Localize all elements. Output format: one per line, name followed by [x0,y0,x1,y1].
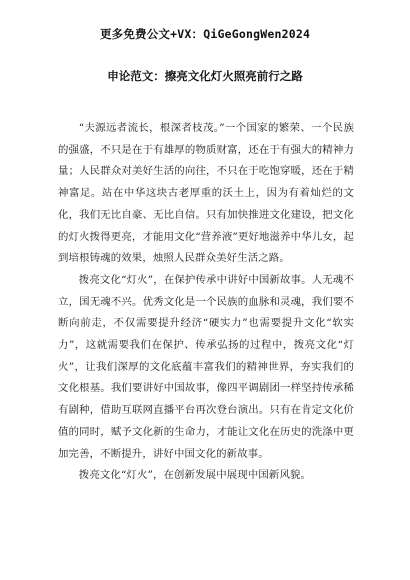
essay-title: 申论范文：擦亮文化灯火照亮前行之路 [107,69,303,83]
paragraph-1: “夫源远者流长，根深者枝茂。”一个国家的繁荣、一个民族的强盛，不只是在于有雄厚的物质财富，还在于有强大的精神力量；人民群众对美好生活的向往，不只在于吃饱穿暖，还在于精神富足。站在中华这块古老厚重的沃土上，因为有着灿烂的文化，我们无比自豪、无比自信。只有加快推进文化建设，把文化的灯火拨得更亮，才能用文化“营养液”更好地滋养中华儿女，起到培根铸魂的效果，烛照人民群众美好生活之路。 [58,122,354,265]
paragraph-3: 拨亮文化“灯火”，在创新发展中展现中国新风貌。 [78,469,312,482]
watermark-header: 更多免费公文+VX：QiGeGongWen2024 [99,27,311,41]
paragraph-2: 拨亮文化“灯火”，在保护传承中讲好中国新故事。人无魂不立，国无魂不兴。优秀文化是一个民族的血脉和灵魂，我们要不断向前走，不仅需要提升经济“硬实力”也需要提升文化“软实力”，这就需要我们在保护、传承弘扬的过程中，拨亮文化“灯火”，让我们深厚的文化底蕴丰富我们的精神世界，夯实我们的文化根基。我们要讲好中国故事，像四平调剧团一样坚持传承稀有剧种，借助互联网直播平台再次登台演出。只有在肯定文化价值的同时，赋予文化新的生命力，才能让文化在历史的洗涤中更加完善，不断提升，讲好中国文化的新故事。 [58,273,354,460]
essay-body [58,118,354,487]
